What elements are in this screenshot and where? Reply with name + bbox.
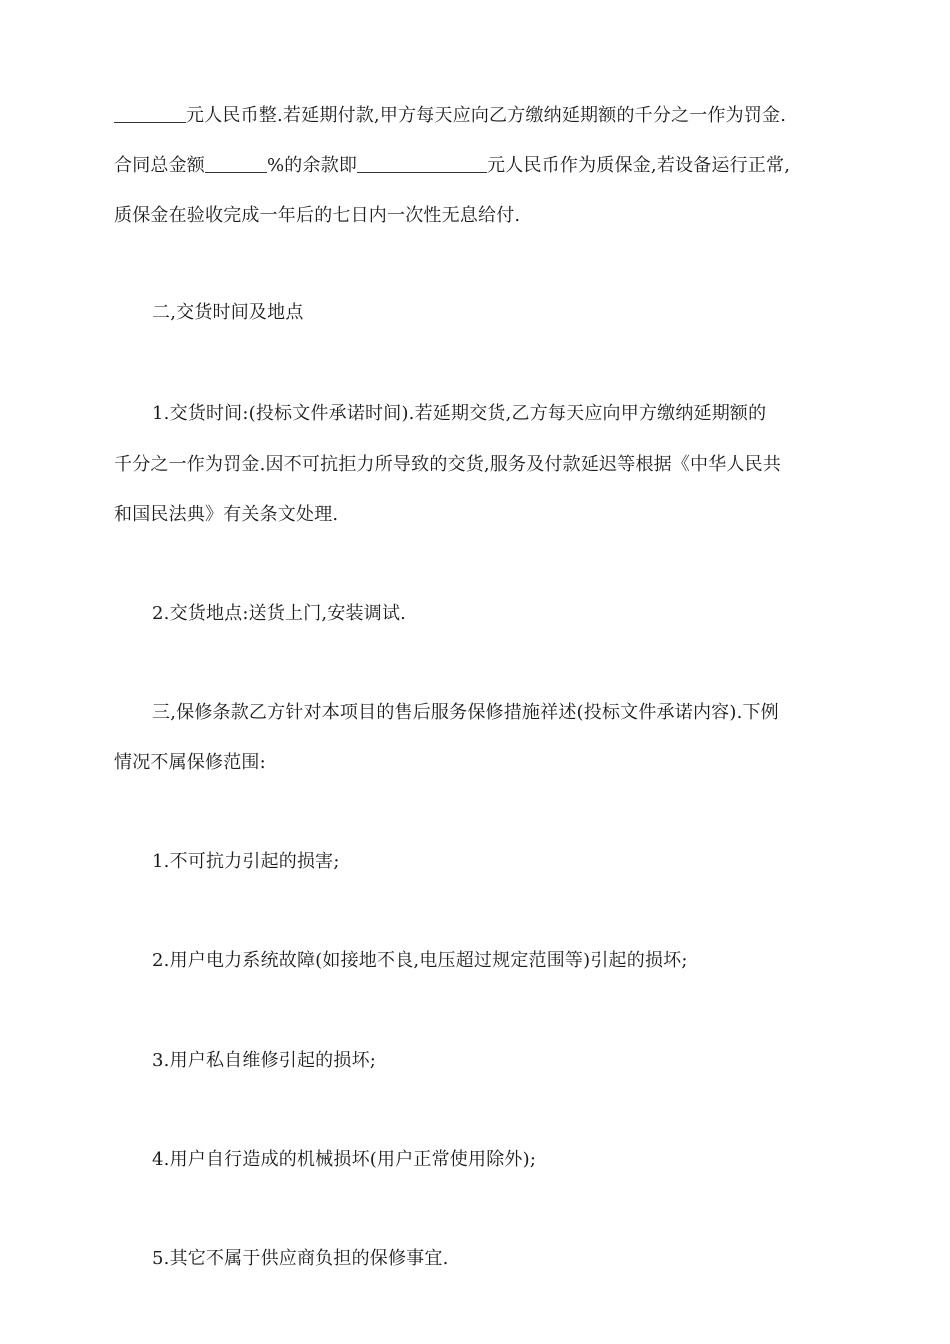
exclusion-item-3: 3.用户私自维修引起的损坏; [152,1050,377,1071]
blank-field [114,104,186,123]
section-3-line-2: 情况不属保修范围: [114,752,266,773]
delivery-place: 2.交货地点:送货上门,安装调试. [152,603,407,624]
exclusion-item-2: 2.用户电力系统故障(如接地不良,电压超过规定范围等)引起的损坏; [152,950,688,971]
delivery-time-line-1: 1.交货时间:(投标文件承诺时间).若延期交货,乙方每天应向甲方缴纳延期额的 [152,403,767,424]
blank-field [205,154,267,173]
payment-line-2-c: 元人民币作为质保金,若设备运行正常, [487,155,791,176]
payment-line-2-a: 合同总金额 [114,155,205,176]
blank-field [357,154,487,173]
delivery-time-line-2: 千分之一作为罚金.因不可抗拒力所导致的交货,服务及付款延迟等根据《中华人民共 [114,454,782,475]
payment-line-2 [114,154,838,178]
payment-line-1-text: 元人民币整.若延期付款,甲方每天应向乙方缴纳延期额的千分之一作为罚金. [186,105,787,126]
exclusion-item-4: 4.用户自行造成的机械损坏(用户正常使用除外); [152,1149,537,1170]
payment-line-2-b: %的余款即 [267,155,358,176]
payment-line-1 [114,104,838,128]
delivery-time-line-3: 和国民法典》有关条文处理. [114,504,339,525]
section-3-line-1: 三,保修条款乙方针对本项目的售后服务保修措施祥述(投标文件承诺内容).下例 [152,702,779,723]
exclusion-item-5: 5.其它不属于供应商负担的保修事宜. [152,1248,449,1269]
payment-line-3: 质保金在验收完成一年后的七日内一次性无息给付. [114,205,521,226]
section-2-title: 二,交货时间及地点 [152,302,304,323]
exclusion-item-1: 1.不可抗力引起的损害; [152,851,340,872]
